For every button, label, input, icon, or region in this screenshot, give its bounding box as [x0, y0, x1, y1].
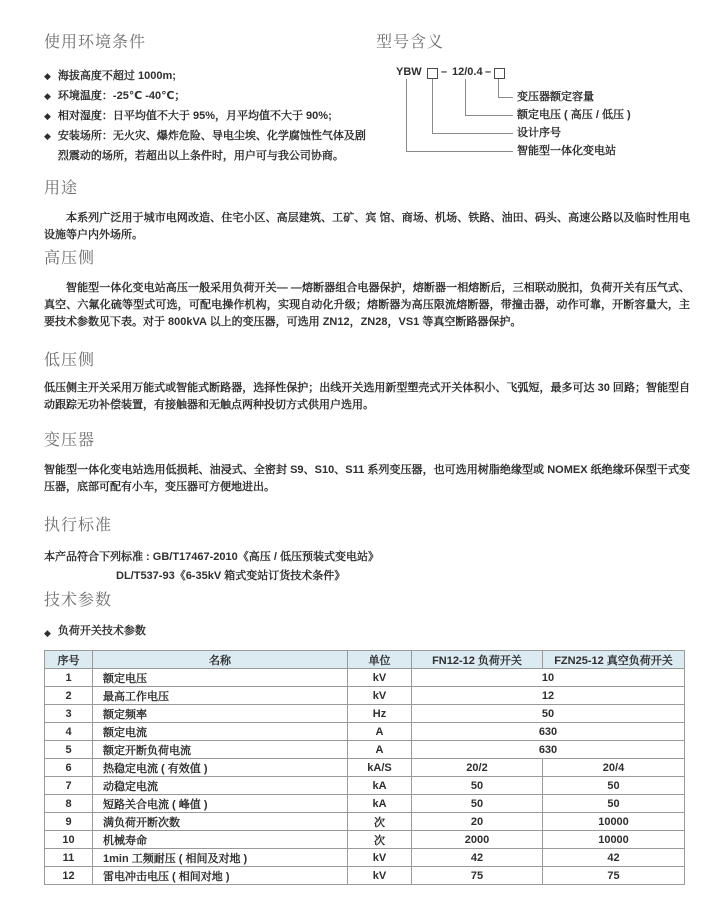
load-switch-params-table [44, 650, 685, 885]
table-cell: 630 [412, 723, 685, 741]
usage-paragraph: 本系列广泛用于城市电网改造、住宅小区、高层建筑、工矿、宾 馆、商场、机场、铁路、油田、码头、高速公路以及临时性用电设施等户内外场所。 [44, 212, 690, 241]
section-environment [44, 32, 366, 166]
model-code-prefix: YBW [396, 66, 422, 78]
table-row [45, 759, 685, 777]
table-cell: 1min 工频耐压 ( 相间及对地 ) [93, 849, 348, 867]
table-cell: 雷电冲击电压 ( 相间对地 ) [93, 867, 348, 885]
table-cell: 1 [45, 669, 93, 687]
table-cell: kA [348, 777, 412, 795]
section-tech-params [44, 590, 694, 885]
list-item [44, 66, 366, 86]
environment-item-text: 海拔高度不超过 1000m; [57, 70, 176, 82]
column-header: FZN25-12 真空负荷开关 [543, 651, 685, 669]
standards-line-1: 本产品符合下列标准 : GB/T17467-2010《高压 / 低压预装式变电站》 [44, 551, 379, 563]
diamond-bullet-icon: ◆ [44, 111, 51, 121]
lv-title: 低压侧 [44, 352, 96, 369]
table-cell: 75 [543, 867, 685, 885]
table-cell: 20/2 [412, 759, 543, 777]
table-cell: kV [348, 849, 412, 867]
model-label-voltage: 额定电压 ( 高压 / 低压 ) [517, 109, 631, 121]
table-cell: 75 [412, 867, 543, 885]
diamond-bullet-icon: ◆ [44, 628, 51, 638]
model-label-design-no: 设计序号 [517, 127, 561, 139]
table-cell: 机械寿命 [93, 831, 348, 849]
table-cell: 额定频率 [93, 705, 348, 723]
table-cell: kV [348, 867, 412, 885]
model-title: 型号含义 [376, 34, 445, 51]
standards-line-2: DL/T537-93《6-35kV 箱式变站订货技术条件》 [116, 570, 346, 582]
table-cell: 50 [412, 705, 685, 723]
table-caption [44, 623, 694, 643]
table-row [45, 777, 685, 795]
table-cell: 8 [45, 795, 93, 813]
table-row [45, 723, 685, 741]
environment-item-text: 安装场所：无火灾、爆炸危险、导电尘埃、化学腐蚀性气体及剧烈震动的场所，若超出以上条件时，用户可与我公司协商。 [57, 130, 366, 162]
environment-item-text: 环境温度：-25℃ -40℃； [57, 90, 186, 102]
diagram-line [432, 79, 433, 133]
table-cell: 满负荷开断次数 [93, 813, 348, 831]
table-cell: 2 [45, 687, 93, 705]
diamond-bullet-icon: ◆ [44, 71, 51, 81]
table-cell: kV [348, 687, 412, 705]
diagram-line [465, 115, 513, 116]
section-usage [44, 178, 690, 244]
transformer-title: 变压器 [44, 432, 96, 449]
table-caption-text: 负荷开关技术参数 [57, 625, 146, 637]
table-cell: 12 [412, 687, 685, 705]
diagram-line [406, 151, 513, 152]
model-code-voltage: 12/0.4 [452, 66, 483, 78]
table-cell: 短路关合电流 ( 峰值 ) [93, 795, 348, 813]
table-cell: 10 [45, 831, 93, 849]
table-row [45, 849, 685, 867]
table-cell: 50 [543, 795, 685, 813]
section-standards [44, 515, 690, 585]
section-lv-side [44, 350, 690, 414]
table-row [45, 687, 685, 705]
table-row [45, 813, 685, 831]
table-cell: 次 [348, 813, 412, 831]
model-code-dash: – [485, 66, 492, 78]
table-cell: 7 [45, 777, 93, 795]
environment-list [44, 66, 366, 166]
diagram-line [498, 79, 499, 97]
column-header: 序号 [45, 651, 93, 669]
table-cell: 10000 [543, 813, 685, 831]
table-cell: 动稳定电流 [93, 777, 348, 795]
list-item [44, 106, 366, 126]
list-item [44, 86, 366, 106]
table-cell: 11 [45, 849, 93, 867]
column-header: 单位 [348, 651, 412, 669]
hv-title: 高压侧 [44, 250, 96, 267]
table-cell: 最高工作电压 [93, 687, 348, 705]
table-cell: kA/S [348, 759, 412, 777]
diagram-line [432, 133, 513, 134]
table-cell: Hz [348, 705, 412, 723]
table-cell: 5 [45, 741, 93, 759]
table-cell: kA [348, 795, 412, 813]
table-cell: 20/4 [543, 759, 685, 777]
table-cell: 2000 [412, 831, 543, 849]
model-label-station-type: 智能型一体化变电站 [517, 145, 616, 157]
table-cell: 4 [45, 723, 93, 741]
table-row [45, 795, 685, 813]
table-cell: A [348, 723, 412, 741]
usage-title: 用途 [44, 180, 79, 197]
table-row [45, 705, 685, 723]
diamond-bullet-icon: ◆ [44, 131, 51, 141]
model-code-box-icon [494, 68, 505, 79]
table-cell: 额定电压 [93, 669, 348, 687]
table-row [45, 867, 685, 885]
table-cell: 3 [45, 705, 93, 723]
model-code-box-icon [427, 68, 438, 79]
table-row [45, 669, 685, 687]
table-cell: 9 [45, 813, 93, 831]
table-cell: 次 [348, 831, 412, 849]
tech-title: 技术参数 [44, 592, 113, 609]
table-cell: 额定开断负荷电流 [93, 741, 348, 759]
model-label-capacity: 变压器额定容量 [517, 91, 594, 103]
table-cell: 12 [45, 867, 93, 885]
table-cell: 42 [412, 849, 543, 867]
transformer-paragraph: 智能型一体化变电站选用低损耗、油浸式、全密封 S9、S10、S11 系列变压器，也可选用树脂绝缘型或 NOMEX 纸绝缘环保型干式变压器，底部可配有小车，变压器可方便地进出。 [44, 464, 690, 493]
list-item [44, 126, 366, 166]
environment-title: 使用环境条件 [44, 34, 147, 51]
table-cell: 42 [543, 849, 685, 867]
table-cell: 热稳定电流 ( 有效值 ) [93, 759, 348, 777]
diagram-line [498, 97, 513, 98]
table-cell: A [348, 741, 412, 759]
table-cell: 10000 [543, 831, 685, 849]
table-cell: 50 [412, 777, 543, 795]
table-cell: 50 [543, 777, 685, 795]
standards-title: 执行标准 [44, 517, 113, 534]
model-code-dash: – [441, 66, 448, 78]
lv-paragraph: 低压侧主开关采用万能式或智能式断路器，选择性保护；出线开关选用新型塑壳式开关体积小、飞弧短，最多可达 30 回路；智能型自动跟踪无功补偿装置，有接触器和无触点两种投切方式供用户选用。 [44, 382, 690, 411]
environment-item-text: 相对湿度：日平均值不大于 95%，月平均值不大于 90%; [57, 110, 332, 122]
table-header-row [45, 651, 685, 669]
table-cell: 额定电流 [93, 723, 348, 741]
table-cell: 20 [412, 813, 543, 831]
table-row [45, 741, 685, 759]
table-cell: 50 [412, 795, 543, 813]
diamond-bullet-icon: ◆ [44, 91, 51, 101]
table-row [45, 831, 685, 849]
diagram-line [406, 79, 407, 151]
column-header: 名称 [93, 651, 348, 669]
section-hv-side [44, 248, 690, 331]
table-cell: 630 [412, 741, 685, 759]
diagram-line [465, 79, 466, 115]
column-header: FN12-12 负荷开关 [412, 651, 543, 669]
section-transformer [44, 430, 690, 496]
table-cell: 10 [412, 669, 685, 687]
table-cell: kV [348, 669, 412, 687]
table-cell: 6 [45, 759, 93, 777]
hv-paragraph: 智能型一体化变电站高压一般采用负荷开关— —熔断器组合电器保护，熔断器一相熔断后，三相联动脱扣，负荷开关有压气式、真空、六氟化硫等型式可选，可配电操作机构，实现自动化升级；熔断器为高压限流熔断器，带撞击器，动作可靠，开断容量大，主要技术参数见下表。对于 800kVA 以上的变压器，可选用 ZN12，ZN28，VS1 等真空断路器保护。 [44, 282, 690, 328]
